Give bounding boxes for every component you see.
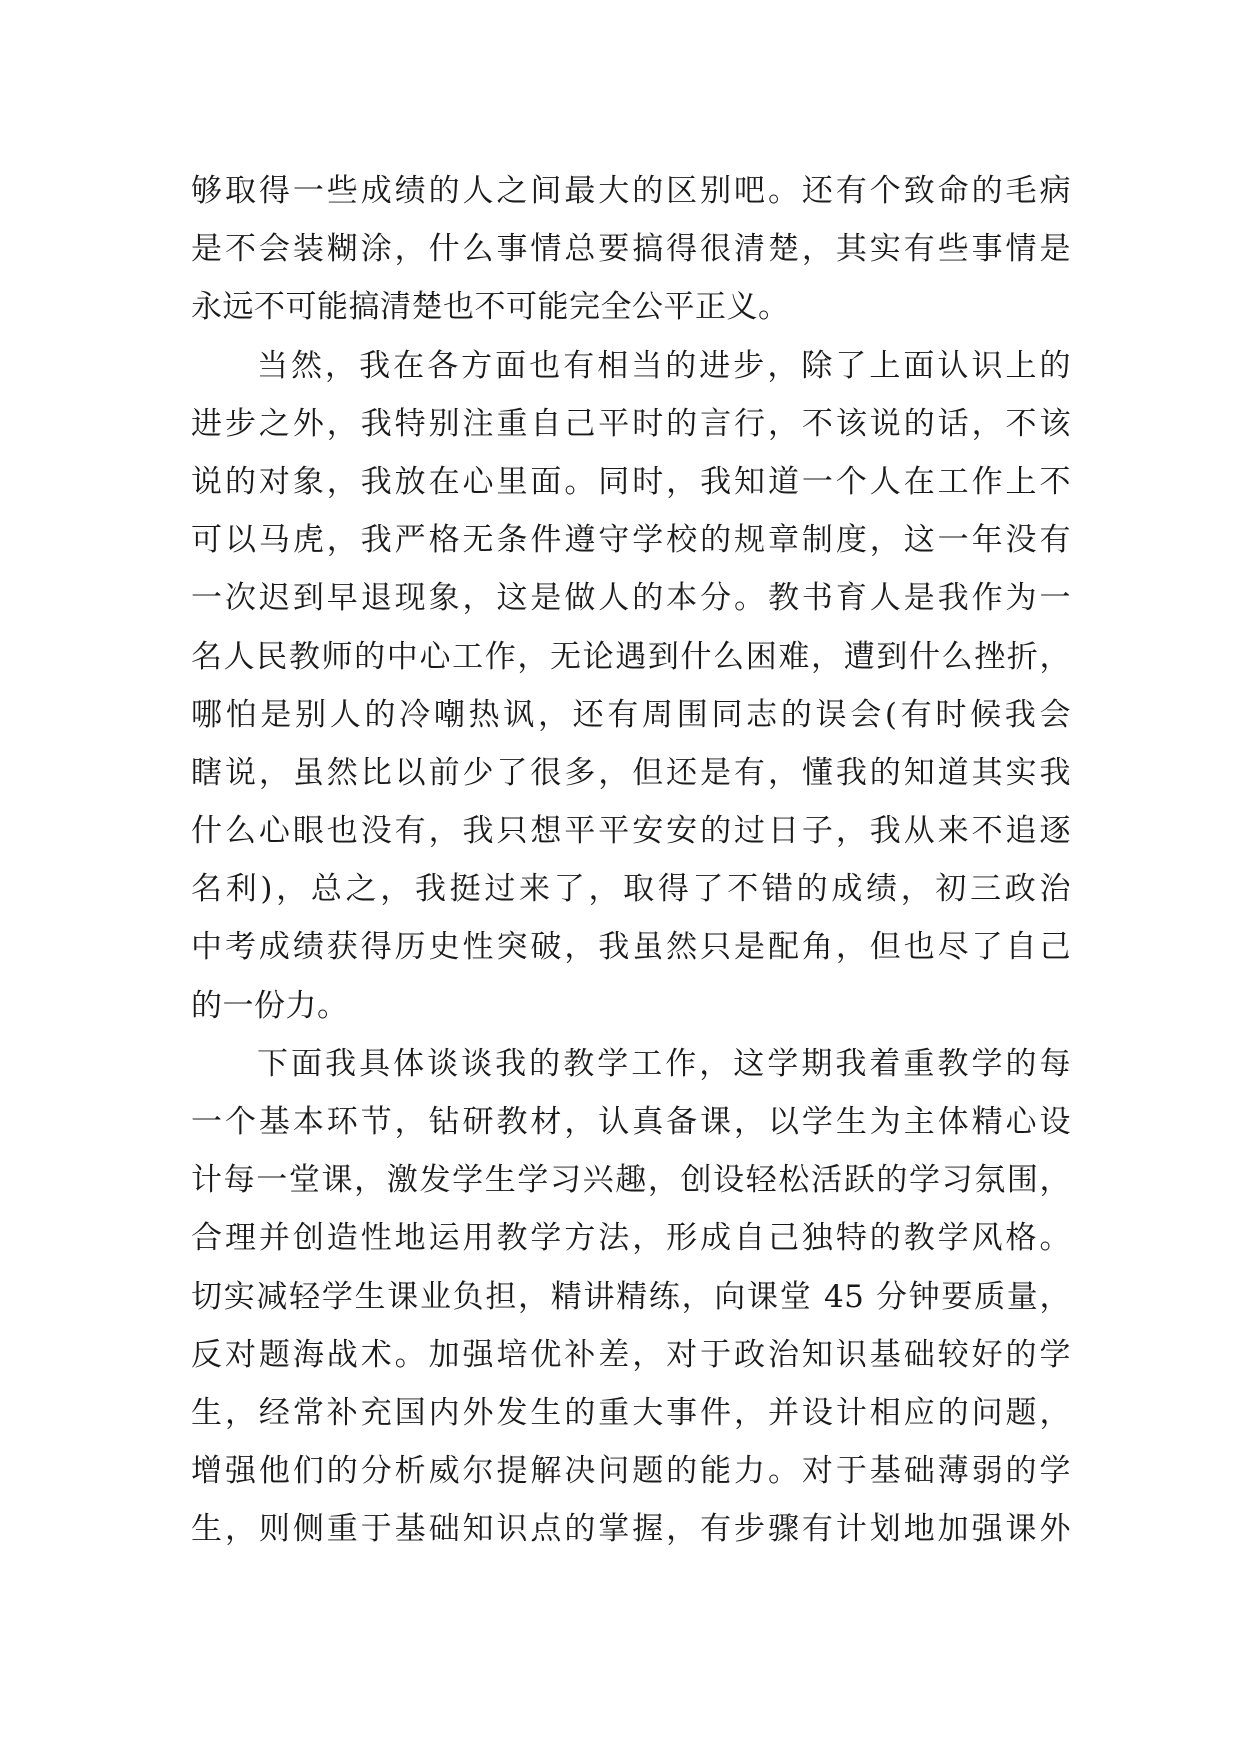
text-line: 是不会装糊涂，什么事情总要搞得很清楚，其实有些事情是 bbox=[191, 231, 1071, 268]
text-line: 瞎说，虽然比以前少了很多，但还是有，懂我的知道其实我 bbox=[191, 754, 1071, 791]
paragraph-2 bbox=[191, 337, 1071, 1035]
text-line: 的一份力。 bbox=[191, 987, 349, 1024]
text-line: 永远不可能搞清楚也不可能完全公平正义。 bbox=[191, 289, 790, 326]
text-line: 够取得一些成绩的人之间最大的区别吧。还有个致命的毛病 bbox=[191, 173, 1071, 209]
text-line: 名人民教师的中心工作，无论遇到什么困难，遭到什么挫折， bbox=[191, 638, 1071, 675]
text-line: 生，则侧重于基础知识点的掌握，有步骤有计划地加强课外 bbox=[191, 1511, 1071, 1548]
text-line: 切实减轻学生课业负担，精讲精练，向课堂 45 分钟要质量， bbox=[191, 1278, 1071, 1315]
text-line: 哪怕是别人的冷嘲热讽，还有周围同志的误会(有时候我会 bbox=[191, 696, 1071, 733]
body-text bbox=[191, 162, 1071, 1559]
text-line: 合理并创造性地运用教学方法，形成自己独特的教学风格。 bbox=[191, 1220, 1071, 1257]
text-line: 说的对象，我放在心里面。同时，我知道一个人在工作上不 bbox=[191, 463, 1071, 500]
text-line: 一次迟到早退现象，这是做人的本分。教书育人是我作为一 bbox=[191, 580, 1071, 617]
text-line: 进步之外，我特别注重自己平时的言行，不该说的话，不该 bbox=[191, 405, 1071, 442]
text-line: 一个基本环节，钻研教材，认真备课，以学生为主体精心设 bbox=[191, 1104, 1071, 1140]
text-line: 生，经常补充国内外发生的重大事件，并设计相应的问题， bbox=[191, 1394, 1071, 1431]
text-line: 反对题海战术。加强培优补差，对于政治知识基础较好的学 bbox=[191, 1336, 1071, 1373]
text-line: 中考成绩获得历史性突破，我虽然只是配角，但也尽了自己 bbox=[191, 929, 1071, 966]
text-line: 可以马虎，我严格无条件遵守学校的规章制度，这一年没有 bbox=[191, 522, 1071, 559]
text-line: 下面我具体谈谈我的教学工作，这学期我着重教学的每 bbox=[257, 1045, 1071, 1082]
text-line: 名利)，总之，我挺过来了，取得了不错的成绩，初三政治 bbox=[191, 871, 1071, 908]
paragraph-1 bbox=[191, 162, 1071, 337]
text-line: 增强他们的分析威尔提解决问题的能力。对于基础薄弱的学 bbox=[191, 1453, 1071, 1490]
text-line: 当然，我在各方面也有相当的进步，除了上面认识上的 bbox=[257, 347, 1071, 384]
text-line: 什么心眼也没有，我只想平平安安的过日子，我从来不追逐 bbox=[191, 813, 1071, 850]
paragraph-3 bbox=[191, 1035, 1071, 1559]
text-line: 计每一堂课，激发学生学习兴趣，创设轻松活跃的学习氛围， bbox=[191, 1162, 1071, 1199]
